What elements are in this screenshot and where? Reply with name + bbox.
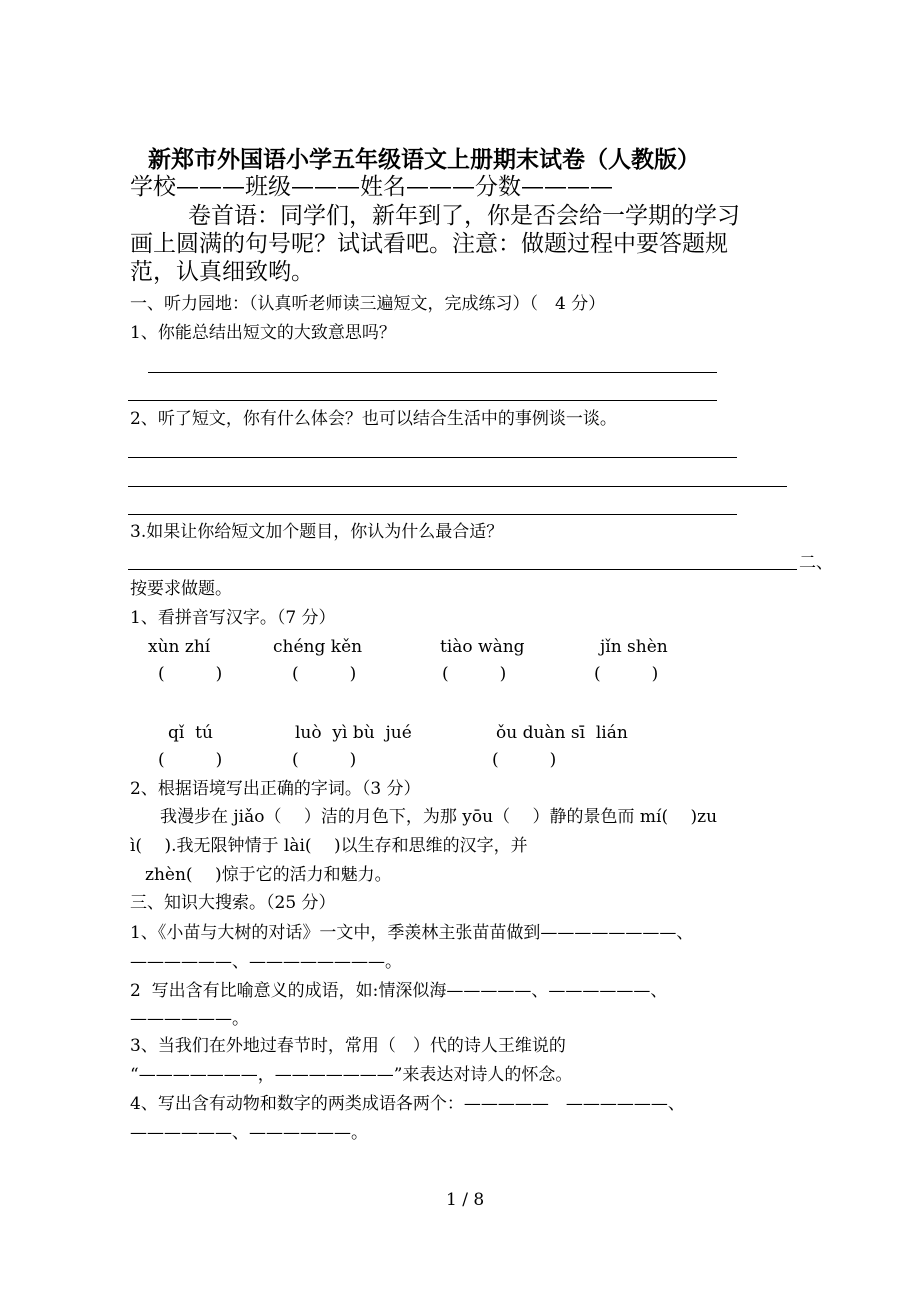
answer-line (128, 457, 737, 458)
question: 2、根据语境写出正确的字词。（3 分） (130, 779, 421, 799)
answer-parens: ( ) (492, 750, 557, 770)
question: ——————、————————。 (130, 952, 402, 972)
pinyin: qǐ tú (168, 723, 213, 743)
question: 3、当我们在外地过春节时，常用（ ）代的诗人王维说的 (130, 1036, 566, 1056)
document-title: 新郑市外国语小学五年级语文上册期末试卷（人教版） (148, 146, 700, 173)
student-info-line: 学校———班级———姓名———分数———— (130, 174, 613, 200)
answer-parens: ( ) (158, 664, 223, 684)
answer-line (148, 372, 717, 373)
intro-line: 卷首语：同学们，新年到了，你是否会给一学期的学习 (188, 203, 740, 229)
question: ——————、——————。 (130, 1123, 368, 1143)
pinyin: xùn zhí (148, 637, 211, 657)
intro-line: 范，认真细致哟。 (130, 259, 314, 285)
context-text: zhèn( )惊于它的活力和魅力。 (145, 865, 392, 885)
question: ——————。 (130, 1009, 249, 1029)
question: 1、《小苗与大树的对话》一文中，季羡林主张苗苗做到————————、 (130, 923, 694, 943)
question: 1、看拼音写汉字。（7 分） (130, 608, 336, 628)
question: 2、听了短文，你有什么体会？也可以结合生活中的事例谈一谈。 (130, 409, 617, 429)
answer-parens: ( ) (158, 750, 223, 770)
pinyin: jǐn shèn (600, 637, 668, 657)
question: 3.如果让你给短文加个题目，你认为什么最合适？ (130, 522, 504, 542)
pinyin: ǒu duàn sī lián (496, 723, 628, 743)
section3-heading: 三、知识大搜索。（25 分） (130, 893, 336, 913)
answer-line (128, 400, 717, 401)
question: 2 写出含有比喻意义的成语，如:情深似海—————、——————、 (130, 981, 668, 1001)
pinyin: luò yì bù jué (295, 723, 412, 743)
answer-parens: ( ) (442, 664, 507, 684)
pinyin: tiào wàng (440, 637, 525, 657)
answer-line (128, 514, 737, 515)
question: 4、写出含有动物和数字的两类成语各两个：————— ——————、 (130, 1094, 685, 1114)
answer-parens: ( ) (292, 664, 357, 684)
question: 1、你能总结出短文的大致意思吗？ (130, 323, 396, 343)
context-text: ì( ).我无限钟情于 lài( )以生存和思维的汉字，并 (130, 836, 528, 856)
answer-line (128, 569, 797, 570)
answer-line (128, 486, 787, 487)
context-text: 我漫步在 jiǎo（ ）洁的月色下，为那 yōu（ ）静的景色而 mí( )zu (160, 807, 718, 827)
answer-parens: ( ) (594, 664, 659, 684)
section2-number: 二、 (799, 553, 833, 573)
answer-parens: ( ) (292, 750, 357, 770)
section1-heading: 一、听力园地：（认真听老师读三遍短文，完成练习）（ 4 分） (130, 294, 606, 314)
question: “———————，———————”来表达对诗人的怀念。 (130, 1065, 573, 1085)
pinyin: chéng kěn (273, 637, 363, 657)
page-number: 1 / 8 (446, 1190, 485, 1210)
section2-heading: 按要求做题。 (130, 579, 232, 599)
intro-line: 画上圆满的句号呢？试试看吧。注意：做题过程中要答题规 (130, 231, 728, 257)
